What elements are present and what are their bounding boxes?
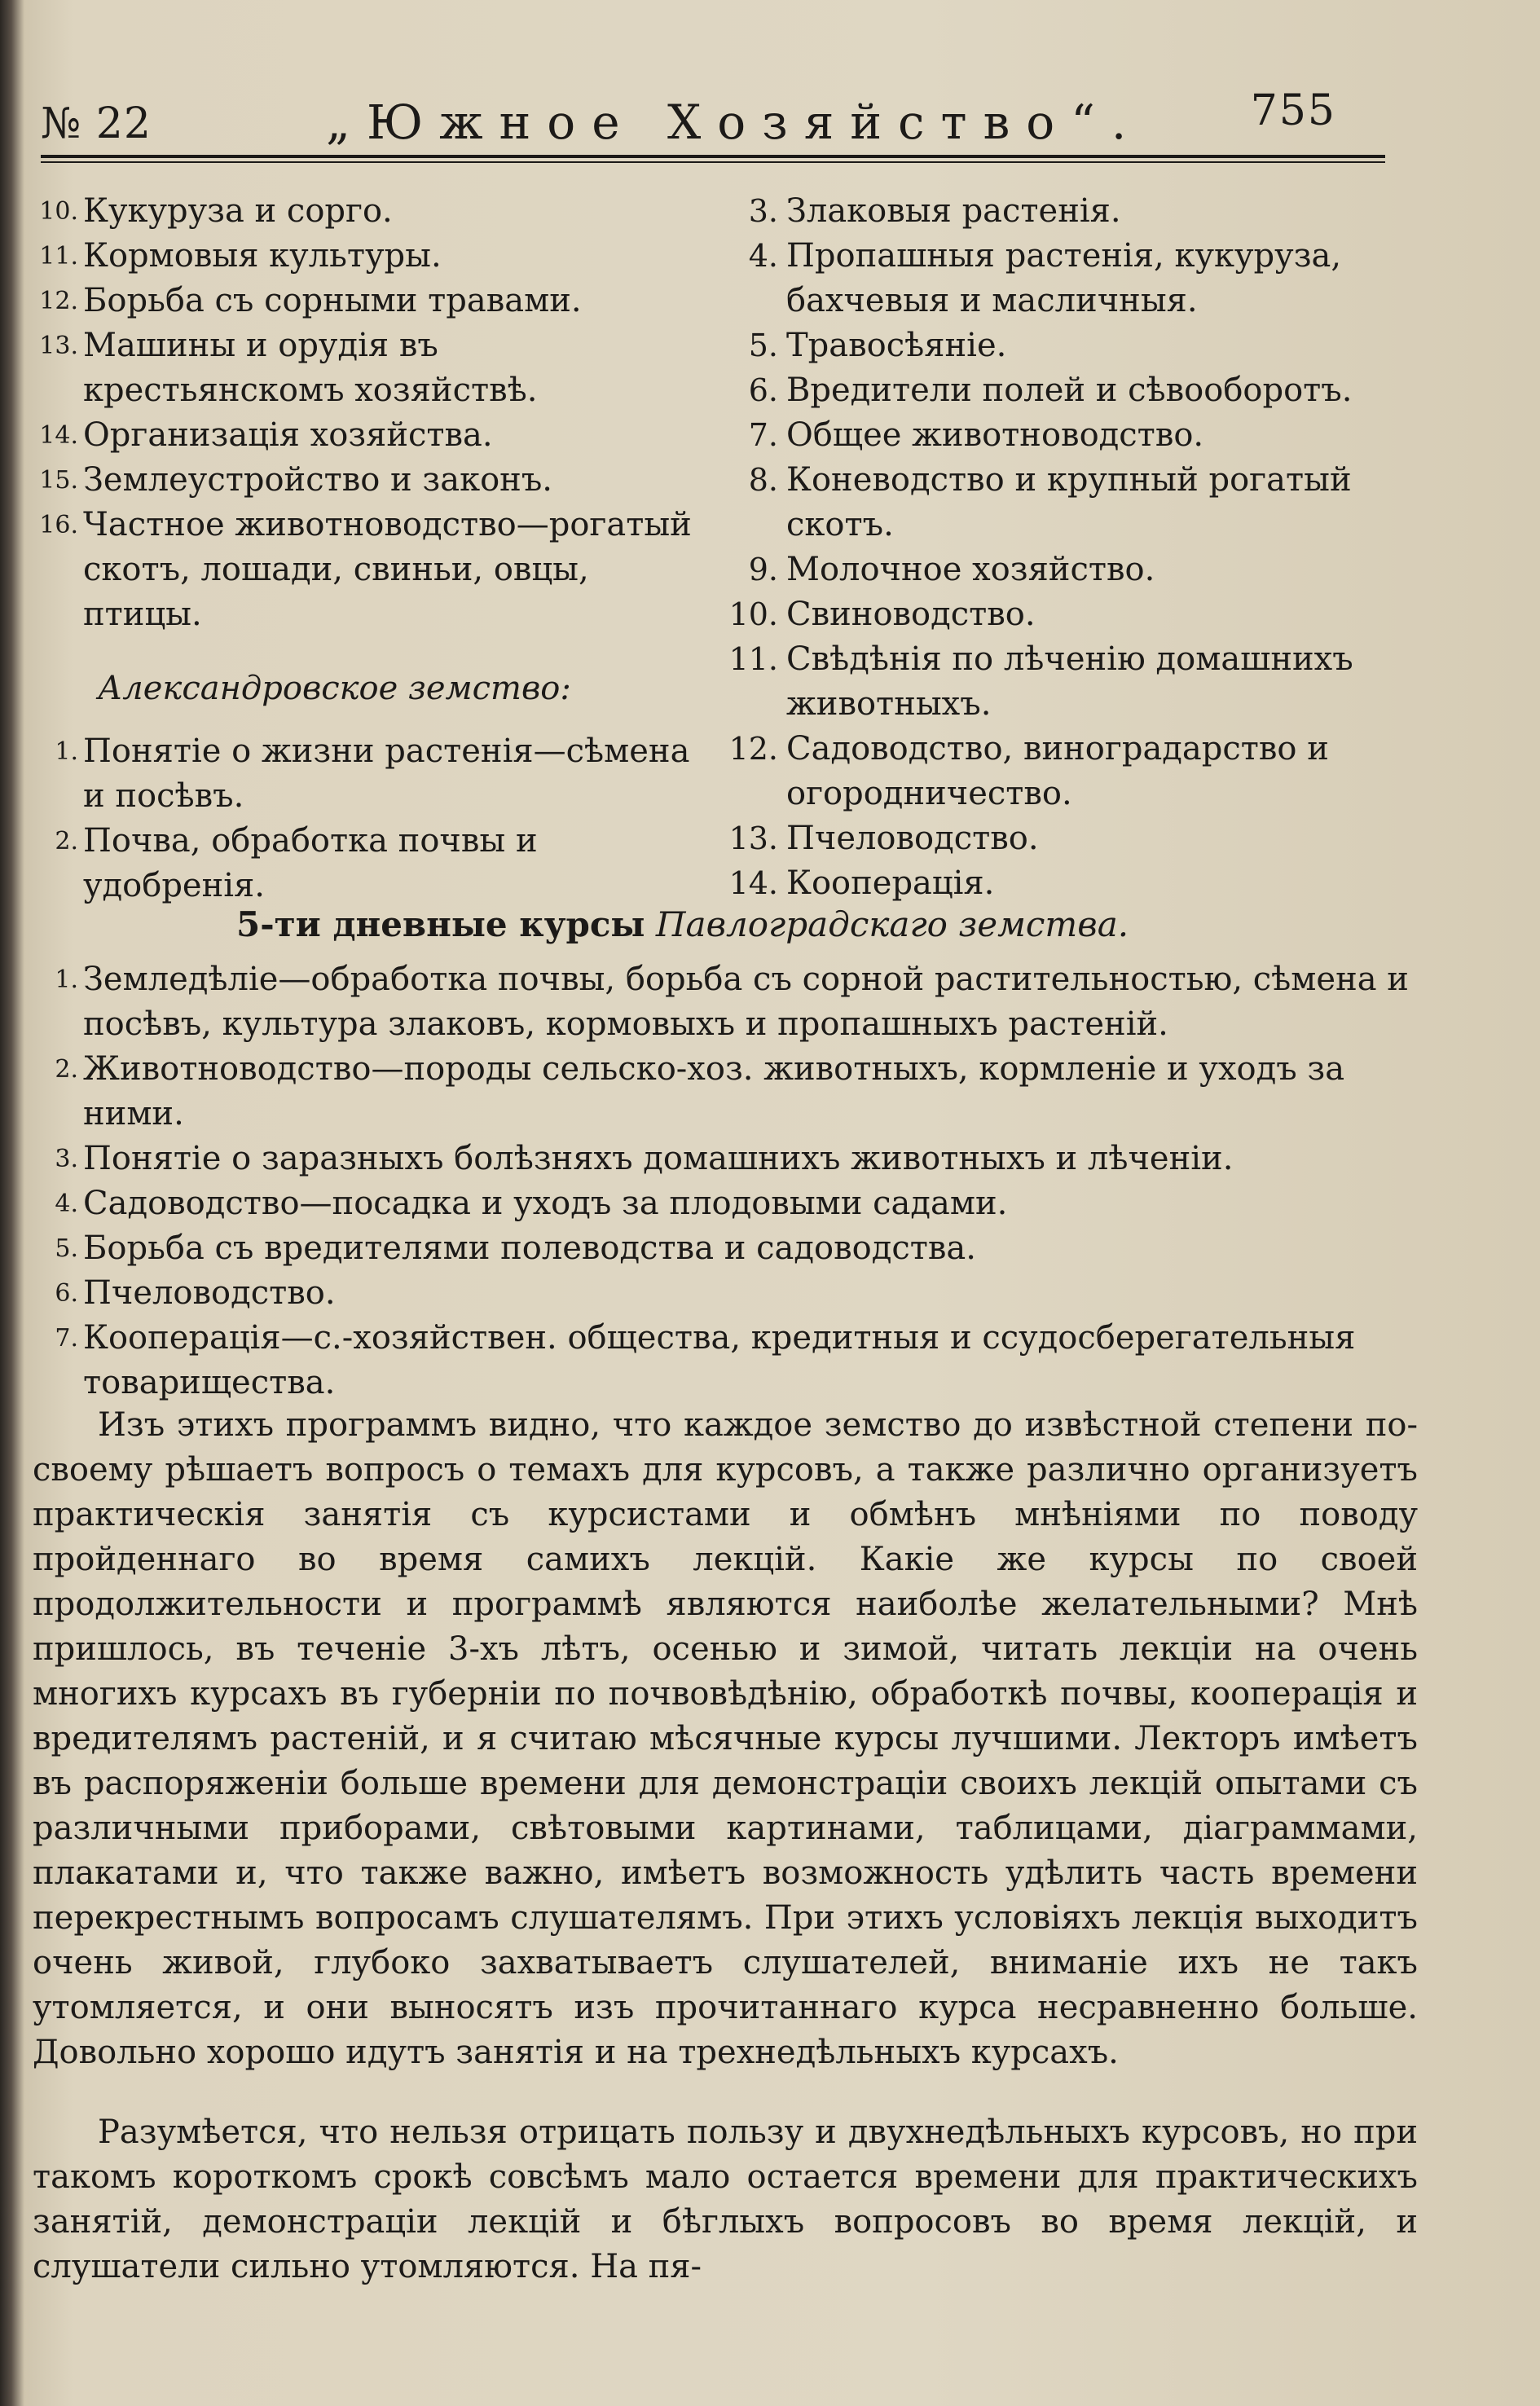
item-number: 8.: [748, 462, 778, 498]
item-number: 4.: [748, 238, 778, 274]
item-number: 9.: [748, 552, 778, 587]
item-text: Кооперація—с.-хозяйствен. общества, кредитныя и ссудосберегательныя товарищества.: [83, 1319, 1356, 1401]
list-item: [33, 279, 701, 323]
section-title-bold: 5-ти дневные курсы: [236, 904, 645, 944]
item-text: Понятіе о заразныхъ болѣзняхъ домашнихъ животныхъ и лѣченіи.: [83, 1140, 1234, 1177]
item-number: 11.: [728, 641, 778, 677]
item-number: 10.: [728, 596, 778, 632]
item-number: 16.: [39, 511, 78, 539]
list-item: [713, 727, 1422, 816]
list-item: [713, 413, 1422, 458]
item-number: 14.: [728, 865, 778, 901]
item-text: Понятіе о жизни растенія—сѣмена и посѣвъ.: [83, 732, 690, 815]
list-item: [713, 592, 1422, 637]
item-text: Свѣдѣнія по лѣченію домашнихъ животныхъ.: [786, 640, 1353, 723]
item-text: Борьба съ вредителями полеводства и садоводства.: [83, 1229, 976, 1267]
list-item: [33, 413, 701, 458]
item-number: 11.: [39, 242, 78, 271]
paragraph-text: Изъ этихъ программъ видно, что каждое земство до извѣстной степени по-своему рѣшаетъ вопросъ о темахъ для курсовъ, а также различно организуетъ практическія занятія съ курсистами и обмѣнъ мнѣніями по поводу пройденнаго во время самихъ лекцій. Какіе же курсы по своей продолжительности и программѣ являются наиболѣе желательными? Мнѣ пришлось, въ теченіе 3-хъ лѣтъ, осенью и зимой, читать лекціи на очень многихъ курсахъ въ губерніи по почвовѣдѣнію, обработкѣ почвы, кооперація и вредителямъ растеній, и я считаю мѣсячные курсы лучшими. Лекторъ имѣетъ въ распоряженіи больше времени для демонстраціи своихъ лекцій опытами съ различными приборами, свѣтовыми картинами, таблицами, діаграммами, плакатами и, что также важно, имѣетъ возможность удѣлить часть времени перекрестнымъ вопросамъ слушателямъ. При этихъ условіяхъ лекція выходитъ очень живой, глубоко захватываетъ слушателей, вниманіе ихъ не такъ утомляется, и они выносятъ изъ прочитаннаго курса несравненно больше. Довольно хорошо идутъ занятія и на трехнедѣльныхъ курсахъ.: [33, 1406, 1418, 2071]
list-item: [713, 189, 1422, 234]
list-item: [713, 368, 1422, 413]
item-text: Почва, обработка почвы и удобренія.: [83, 822, 538, 904]
list-item: [33, 1226, 1418, 1271]
list-item: [713, 816, 1422, 861]
item-text: Организація хозяйства.: [83, 416, 493, 454]
item-text: Кукуруза и сорго.: [83, 192, 393, 230]
item-text: Молочное хозяйство.: [786, 551, 1155, 588]
list-item: [33, 458, 701, 503]
item-text: Борьба съ сорными травами.: [83, 282, 582, 319]
item-text: Коневодство и крупный рогатый скотъ.: [786, 461, 1352, 543]
item-number: 4.: [55, 1190, 78, 1218]
left-column: [33, 189, 701, 908]
list-item: [33, 1181, 1418, 1226]
item-text: Кооперація.: [786, 864, 995, 902]
item-number: 12.: [728, 731, 778, 767]
item-number: 10.: [39, 197, 78, 226]
list-item: [33, 819, 701, 908]
list-item: [33, 189, 701, 234]
item-number: 5.: [55, 1234, 78, 1263]
item-number: 2.: [55, 1055, 78, 1084]
item-text: Землеустройство и законъ.: [83, 461, 552, 499]
item-number: 1.: [55, 737, 78, 766]
item-number: 2.: [55, 827, 78, 856]
item-number: 6.: [748, 372, 778, 408]
list-item: [713, 323, 1422, 368]
right-column: [713, 189, 1422, 906]
item-text: Кормовыя культуры.: [83, 237, 442, 275]
subheading-aleksandrovsk: Александровское земство:: [98, 670, 571, 707]
item-text: Общее животноводство.: [786, 416, 1204, 454]
item-text: Травосѣяніе.: [786, 327, 1007, 364]
list-item: [713, 548, 1422, 592]
item-number: 3.: [55, 1145, 78, 1173]
paragraph-text: Разумѣется, что нельзя отрицать пользу и двухнедѣльныхъ курсовъ, но при такомъ короткомъ срокѣ совсѣмъ мало остается времени для практическихъ занятій, демонстраціи лекцій и бѣглыхъ вопросовъ во время лекцій, и слушатели сильно утомляются. На пя-: [33, 2113, 1418, 2285]
header-rule-thick: [41, 155, 1385, 158]
list-item: [713, 637, 1422, 727]
item-number: 13.: [39, 332, 78, 360]
list-item: [33, 1271, 1418, 1316]
item-number: 7.: [55, 1324, 78, 1353]
list-item: [33, 323, 701, 413]
issue-number: № 22: [41, 99, 152, 148]
page-header: [41, 81, 1393, 155]
list-item: [33, 234, 701, 279]
item-text: Злаковыя растенія.: [786, 192, 1121, 230]
list-item: [33, 1137, 1418, 1181]
item-text: Пчеловодство.: [83, 1274, 336, 1312]
list-item: [713, 458, 1422, 548]
item-text: Пропашныя растенія, кукуруза, бахчевыя и масличныя.: [786, 237, 1342, 319]
item-number: 1.: [55, 965, 78, 994]
list-item: [713, 861, 1422, 906]
item-number: 15.: [39, 466, 78, 495]
item-text: Садоводство—посадка и уходъ за плодовыми садами.: [83, 1185, 1008, 1222]
body-paragraph-2: [33, 2110, 1418, 2289]
page-number: 755: [1250, 86, 1336, 135]
item-text: Земледѣліе—обработка почвы, борьба съ сорной растительностью, сѣмена и посѣвъ, культура злаковъ, кормовыхъ и пропашныхъ растеній.: [83, 961, 1409, 1043]
header-rule-thin: [41, 161, 1385, 163]
item-number: 13.: [728, 820, 778, 856]
journal-title: „Южное Хозяйство“.: [326, 95, 1143, 150]
body-paragraph-1: [33, 1403, 1418, 2075]
section-list: [33, 957, 1418, 1405]
item-number: 6.: [55, 1279, 78, 1308]
item-text: Машины и орудія въ крестьянскомъ хозяйствѣ.: [83, 327, 538, 409]
item-number: 14.: [39, 421, 78, 450]
item-text: Животноводство—породы сельско-хоз. животныхъ, кормленіе и уходъ за ними.: [83, 1050, 1345, 1133]
list-item: [33, 1316, 1418, 1405]
list-item: [713, 234, 1422, 323]
list-item: [33, 1047, 1418, 1137]
list-item: [33, 957, 1418, 1047]
item-number: 12.: [39, 287, 78, 315]
item-number: 7.: [748, 417, 778, 453]
item-text: Садоводство, виноградарство и огородничество.: [786, 730, 1329, 812]
item-text: Частное животноводство—рогатый скотъ, лошади, свиньи, овцы, птицы.: [83, 506, 692, 633]
section-title: [236, 904, 1129, 944]
item-number: 3.: [748, 193, 778, 229]
item-number: 5.: [748, 328, 778, 363]
list-item: [33, 729, 701, 819]
item-text: Свиноводство.: [786, 596, 1036, 633]
item-text: Вредители полей и сѣвооборотъ.: [786, 372, 1353, 409]
section-title-italic: Павлоградскаго земства.: [655, 904, 1129, 944]
item-text: Пчеловодство.: [786, 820, 1039, 857]
list-item: [33, 503, 701, 637]
